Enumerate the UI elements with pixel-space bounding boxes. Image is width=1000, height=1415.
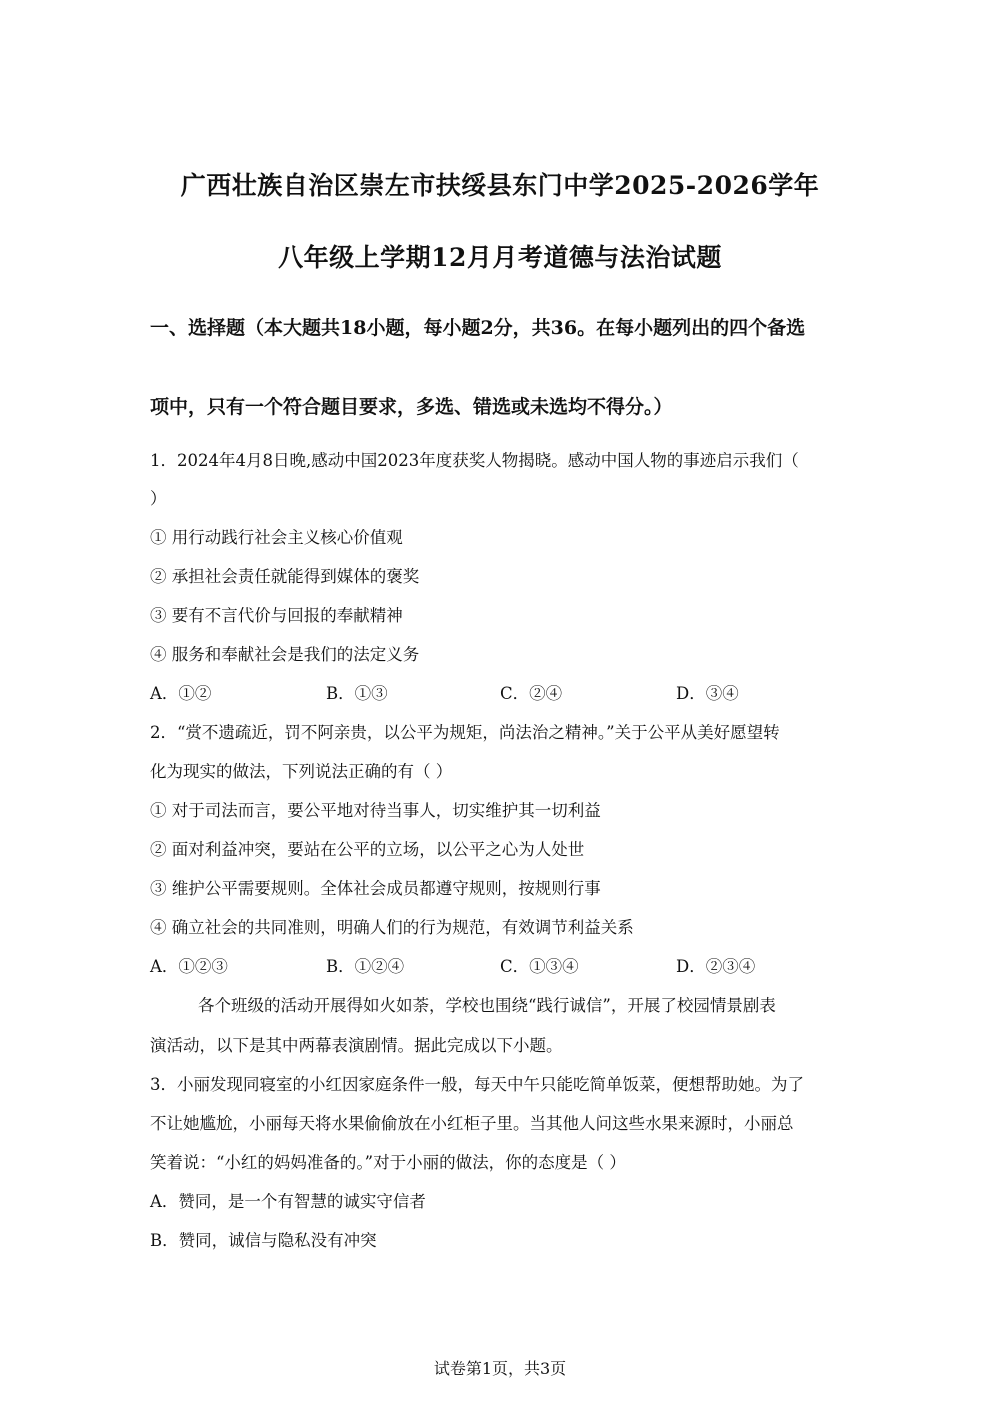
question-1-item-1: ① 用行动践行社会主义核心价值观 bbox=[150, 528, 403, 547]
question-2-item-2: ② 面对利益冲突，要站在公平的立场，以公平之心为人处世 bbox=[150, 840, 585, 859]
question-2-option-c: C．①③④ bbox=[500, 957, 579, 976]
question-2-item-4: ④ 确立社会的共同准则，明确人们的行为规范，有效调节利益关系 bbox=[150, 918, 634, 937]
question-2-stem: 2．“赏不遗疏近，罚不阿亲贵，以公平为规矩，尚法治之精神。”关于公平从美好愿望转 bbox=[150, 723, 780, 742]
question-3-option-b: B．赞同，诚信与隐私没有冲突 bbox=[150, 1231, 377, 1250]
section-heading-line-2: 项中，只有一个符合题目要求，多选、错选或未选均不得分。） bbox=[150, 396, 673, 418]
question-2-item-3: ③ 维护公平需要规则。全体社会成员都遵守规则，按规则行事 bbox=[150, 879, 601, 898]
question-2-option-b: B．①②④ bbox=[326, 957, 405, 976]
question-2-stem-cont: 化为现实的做法，下列说法正确的有（ ） bbox=[150, 762, 453, 781]
question-2-item-1: ① 对于司法而言，要公平地对待当事人，切实维护其一切利益 bbox=[150, 801, 601, 820]
question-3-stem-cont-1: 不让她尴尬，小丽每天将水果偷偷放在小红柜子里。当其他人问这些水果来源时，小丽总 bbox=[150, 1114, 794, 1133]
question-1-option-d: D．③④ bbox=[676, 684, 739, 703]
question-2-option-a: A．①②③ bbox=[150, 957, 228, 976]
question-1-option-b: B．①③ bbox=[326, 684, 388, 703]
exam-title-line-1: 广西壮族自治区崇左市扶绥县东门中学2025-2026学年 bbox=[180, 171, 820, 200]
question-1-item-4: ④ 服务和奉献社会是我们的法定义务 bbox=[150, 645, 420, 664]
question-3-stem-cont-2: 笑着说：“小红的妈妈准备的。”对于小丽的做法，你的态度是（ ） bbox=[150, 1153, 626, 1172]
exam-title-line-2: 八年级上学期12月月考道德与法治试题 bbox=[278, 243, 722, 272]
question-1-option-c: C．②④ bbox=[500, 684, 563, 703]
section-heading-line-1: 一、选择题（本大题共18小题，每小题2分，共36。在每小题列出的四个备选 bbox=[150, 317, 806, 339]
question-1-option-a: A．①② bbox=[150, 684, 212, 703]
question-1-item-3: ③ 要有不言代价与回报的奉献精神 bbox=[150, 606, 403, 625]
question-1-stem: 1．2024年4月8日晚,感动中国2023年度获奖人物揭晓。感动中国人物的事迹启示我们（ bbox=[150, 451, 799, 470]
page-footer: 试卷第1页，共3页 bbox=[433, 1359, 567, 1378]
question-1-item-2: ② 承担社会责任就能得到媒体的褒奖 bbox=[150, 567, 420, 586]
question-3-stem: 3．小丽发现同寝室的小红因家庭条件一般，每天中午只能吃简单饭菜，便想帮助她。为了 bbox=[150, 1075, 804, 1094]
question-1-stem-cont: ） bbox=[150, 489, 167, 508]
question-3-option-a: A．赞同，是一个有智慧的诚实守信者 bbox=[150, 1192, 426, 1211]
question-2-option-d: D．②③④ bbox=[676, 957, 756, 976]
material-paragraph-line-1: 各个班级的活动开展得如火如荼，学校也围绕“践行诚信”，开展了校园情景剧表 bbox=[198, 996, 776, 1015]
material-paragraph-line-2: 演活动，以下是其中两幕表演剧情。据此完成以下小题。 bbox=[150, 1036, 563, 1055]
